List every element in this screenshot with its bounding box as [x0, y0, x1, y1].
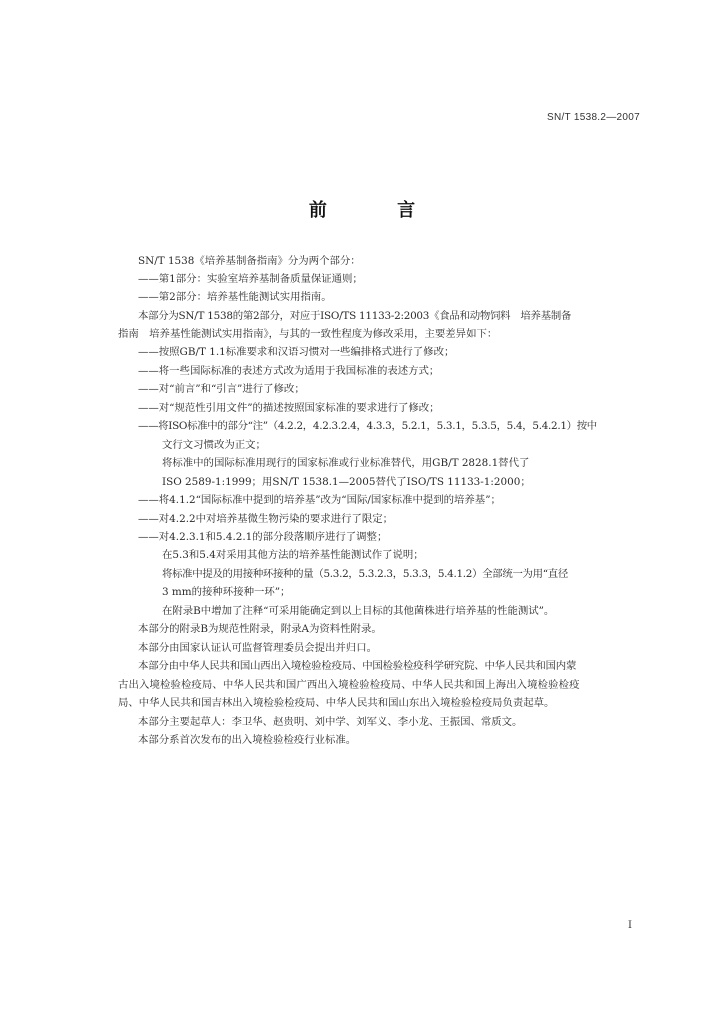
- text-line: 本部分为SN/T 1538的第2部分，对应于ISO/TS 11133-2:2003《食品和动物饲料 培养基制备: [138, 310, 572, 322]
- text-line: 本部分由国家认证认可监督管理委员会提出并归口。: [138, 642, 377, 654]
- text-line: 本部分系首次发布的出入境检验检疫行业标准。: [138, 734, 357, 746]
- text-line: 在5.3和5.4对采用其他方法的培养基性能测试作了说明；: [162, 549, 424, 561]
- text-line: ——第1部分：实验室培养基制备质量保证通则；: [138, 273, 363, 285]
- text-line: 指南 培养基性能测试实用指南》，与其的一致性程度为修改采用，主要差异如下：: [118, 328, 498, 340]
- text-line: 本部分由中华人民共和国山西出入境检验检疫局、中国检验检疫科学研究院、中华人民共和国内蒙: [138, 660, 577, 672]
- text-line: ——对“规范性引用文件”的描述按照国家标准的要求进行了修改；: [138, 402, 440, 414]
- text-line: 本部分的附录B为规范性附录，附录A为资料性附录。: [138, 623, 382, 635]
- text-line: ISO 2589-1:1999；用SN/T 1538.1—2005替代了ISO/TS 11133-1:2000；: [162, 476, 531, 488]
- text-line: ——对4.2.2中对培养基微生物污染的要求进行了限定；: [138, 513, 394, 525]
- text-line: 将标准中的国际标准用现行的国家标准或行业标准替代，用GB/T 2828.1替代了: [162, 457, 530, 469]
- text-line: ——按照GB/T 1.1标准要求和汉语习惯对一些编排格式进行了修改；: [138, 346, 455, 358]
- standard-code: SN/T 1538.2—2007: [546, 112, 640, 123]
- text-line: 局、中华人民共和国吉林出入境检验检疫局、中华人民共和国山东出入境检验检疫局负责起草。: [118, 697, 555, 709]
- text-line: ——对4.2.3.1和5.4.2.1的部分段落顺序进行了调整；: [138, 531, 388, 543]
- text-line: ——对“前言”和“引言”进行了修改；: [138, 383, 305, 395]
- page-title: 前 言: [308, 200, 448, 221]
- text-line: 本部分主要起草人：李卫华、赵贵明、刘中学、刘军义、李小龙、王振国、常质文。: [138, 716, 523, 728]
- text-line: 古出入境检验检疫局、中华人民共和国广西出入境检验检疫局、中华人民共和国上海出入境检验检疫: [118, 679, 580, 691]
- text-line: 在附录B中增加了注释“可采用能确定到以上目标的其他菌株进行培养基的性能测试”。: [162, 605, 555, 617]
- text-line: SN/T 1538《培养基制备指南》分为两个部分：: [138, 255, 361, 267]
- text-line: ——将4.1.2“国际标准中提到的培养基”改为“国际/国家标准中提到的培养基”；: [138, 494, 501, 506]
- text-line: 将标准中提及的用接种环接种的量（5.3.2，5.3.2.3，5.3.3，5.4.1.2）全部统一为用“直径: [162, 568, 568, 580]
- text-line: 3 mm的接种环接种一环”；: [162, 586, 291, 598]
- text-line: ——第2部分：培养基性能测试实用指南。: [138, 291, 332, 303]
- text-line: ——将一些国际标准的表述方式改为适用于我国标准的表述方式；: [138, 365, 440, 377]
- page-number: I: [628, 920, 632, 931]
- text-line: ——将ISO标准中的部分“注”（4.2.2，4.2.3.2.4，4.3.3，5.2.1，5.3.1，5.3.5，5.4，5.4.2.1）按中: [138, 420, 597, 432]
- text-line: 文行文习惯改为正文；: [162, 439, 266, 451]
